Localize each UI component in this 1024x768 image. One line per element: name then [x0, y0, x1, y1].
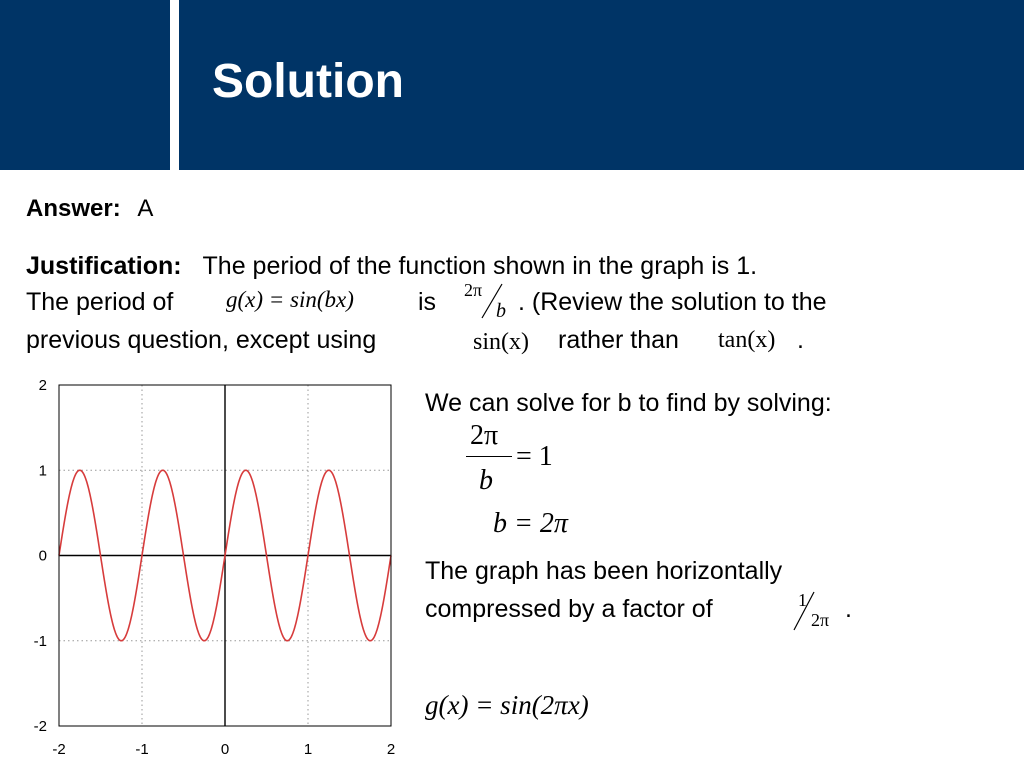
eq1-numerator: 2π	[470, 420, 499, 451]
period-denominator: b	[496, 300, 506, 322]
equation-b-2pi: b = 2π	[493, 508, 568, 539]
formula-tan-x: tan(x)	[718, 327, 776, 353]
header-divider	[170, 0, 179, 170]
x-tick-label: 2	[386, 741, 396, 758]
y-tick-label: 1	[38, 462, 47, 480]
y-tick-label: -1	[33, 632, 47, 650]
final-equation: g(x) = sin(2πx)	[425, 690, 589, 720]
justification-text-3c: .	[797, 326, 804, 354]
x-tick-label: 0	[220, 741, 230, 758]
eq1-fraction-bar	[466, 456, 512, 457]
justification-line-1	[26, 254, 757, 279]
solve-text: We can solve for b to find by solving:	[425, 389, 832, 417]
answer-label: Answer:	[26, 195, 121, 222]
y-tick-label: 2	[38, 377, 47, 394]
factor-numerator: 1	[798, 590, 807, 610]
compress-line-2: compressed by a factor of	[425, 595, 713, 623]
justification-text-3a: previous question, except using	[26, 326, 377, 354]
answer-line	[26, 197, 153, 221]
justification-text-2a: The period of	[26, 288, 174, 316]
factor-denominator: 2π	[811, 610, 830, 630]
answer-value: A	[137, 195, 154, 222]
formula-sin-x: sin(x)	[473, 329, 529, 355]
y-tick-label: 0	[38, 547, 47, 565]
x-tick-label: -1	[135, 741, 149, 758]
slide-title: Solution	[212, 55, 404, 108]
formula-g-sin-bx: g(x) = sin(bx)	[226, 287, 354, 312]
justification-text-3b: rather than	[558, 326, 679, 354]
justification-text-1: The period of the function shown in the graph is 1.	[202, 252, 758, 280]
sine-graph	[0, 370, 420, 765]
compress-line-1: The graph has been horizontally	[425, 557, 783, 585]
justification-text-2c: . (Review the solution to the	[518, 288, 827, 316]
period-numerator: 2π	[464, 280, 483, 300]
slide-header	[0, 0, 1024, 170]
x-tick-label: 1	[303, 741, 313, 758]
x-tick-label: -2	[52, 741, 66, 758]
justification-text-2b: is	[418, 288, 437, 316]
eq1-rhs: = 1	[516, 441, 553, 472]
eq1-denominator: b	[479, 465, 493, 496]
y-tick-label: -2	[33, 718, 47, 735]
compress-end: .	[845, 595, 852, 623]
justification-label: Justification:	[26, 252, 182, 280]
chart-tick-labels	[34, 377, 396, 758]
